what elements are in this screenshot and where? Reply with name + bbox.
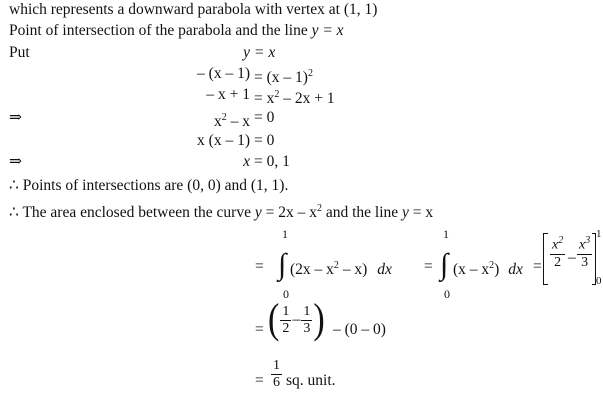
integral-sign-2: ∫ <box>440 248 449 281</box>
eq4-left: $x^2$ – x <box>214 112 250 131</box>
eq5-left: x (x – 1) <box>197 132 250 149</box>
bracket-lower-limit: 0 <box>596 275 602 287</box>
eq5-right: = 0 <box>254 132 275 149</box>
bracket-upper-limit: 1 <box>596 228 602 240</box>
text-area-enclosed: ∴ The area enclosed between the curve $y = 2x - x^2$ and the line y = x <box>9 203 434 222</box>
text-line-vertex: which represents a downward parabola with vertex at (1, 1) <box>9 1 378 18</box>
eq3-left: – x + 1 <box>206 86 250 103</box>
eq6-left: x <box>243 153 250 170</box>
left-bracket <box>543 233 548 285</box>
text-points-intersection: ∴ Points of intersections are (0, 0) and (1, 1). <box>9 177 289 194</box>
step2-equals: = <box>255 321 264 338</box>
eq3-right: = $x^2 - 2x + 1$ <box>254 89 335 108</box>
fraction-x2-over-2: $\frac{x^2}{2}$ <box>552 235 564 270</box>
eq4-right: = 0 <box>254 109 275 126</box>
integral-upper-limit-2: 1 <box>443 227 449 241</box>
eq1-right: = x <box>254 44 276 61</box>
integral-lower-limit-2: 0 <box>444 287 450 301</box>
fraction-one-sixth: $\frac{1}{6}$ <box>273 358 280 390</box>
integral-equals-1: = <box>255 258 264 275</box>
integral-upper-limit-1: 1 <box>282 227 288 241</box>
bracket-minus: – <box>568 249 576 266</box>
fraction-x3-over-3: $\frac{x^3}{3}$ <box>579 235 591 270</box>
eq2-right: = (x – 1)$^2$ <box>254 68 313 87</box>
eq1-left: y <box>243 44 250 61</box>
text-line-intersection-intro: Point of intersection of the parabola and the line y = x <box>9 22 344 39</box>
fraction-one-half: $\frac{1}{2}$ <box>282 303 290 336</box>
integral-lower-limit-1: 0 <box>283 287 289 301</box>
eq2-left: – (x – 1) <box>197 65 250 82</box>
step3-equals: = <box>255 372 264 389</box>
integral-sign-1: ∫ <box>278 248 287 281</box>
integral-equals-2: = <box>424 258 433 275</box>
implies-arrow-1: ⇒ <box>9 109 22 126</box>
implies-arrow-2: ⇒ <box>9 153 22 170</box>
fraction-one-third: $\frac{1}{3}$ <box>303 303 311 336</box>
integral-equals-3: = <box>533 258 542 275</box>
step2-tail: – (0 – 0) <box>333 321 386 338</box>
step2-paren-group: ( $\frac{1}{2}$ – $\frac{1}{3}$ ) <box>268 296 325 343</box>
result-unit: sq. unit. <box>286 372 336 389</box>
integrand-1: $(2x - x^2 - x)$ dx <box>290 260 392 279</box>
eq6-right: = 0, 1 <box>254 153 290 170</box>
text-put: Put <box>9 44 30 61</box>
integrand-2: $(x - x^2)$ dx <box>453 260 523 279</box>
